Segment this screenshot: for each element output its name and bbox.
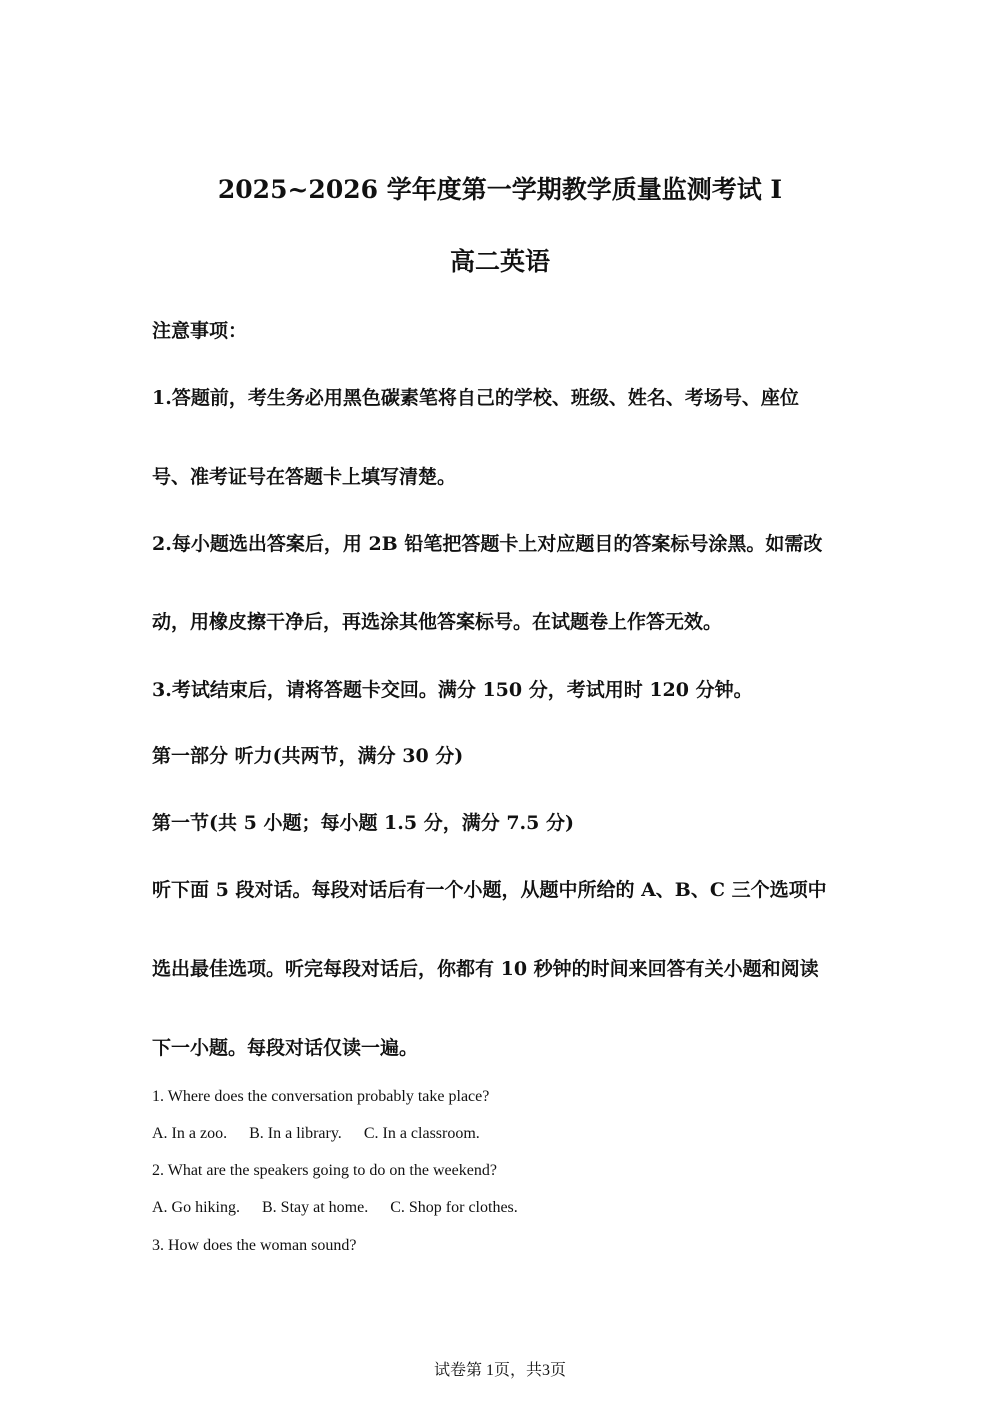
- option-a: A. In a zoo.: [152, 1125, 228, 1142]
- notice-line-1: 1.答题前，考生务必用黑色碳素笔将自己的学校、班级、姓名、考场号、座位: [152, 387, 799, 409]
- option-c: C. Shop for clothes.: [390, 1199, 518, 1216]
- instruction-line-1: 听下面 5 段对话。每段对话后有一个小题，从题中所给的 A、B、C 三个选项中: [152, 879, 827, 901]
- part1-heading: 第一部分 听力(共两节，满分 30 分): [152, 745, 464, 767]
- notice-line-2: 号、准考证号在答题卡上填写清楚。: [152, 466, 457, 488]
- subject-title: 高二英语: [449, 247, 550, 276]
- question-1: 1. Where does the conversation probably take place?: [152, 1088, 490, 1105]
- option-c: C. In a classroom.: [363, 1125, 480, 1142]
- section1-heading: 第一节(共 5 小题；每小题 1.5 分，满分 7.5 分): [152, 812, 574, 834]
- question-2: 2. What are the speakers going to do on the weekend?: [152, 1162, 497, 1179]
- notice-heading: 注意事项：: [152, 320, 248, 342]
- instruction-line-2: 选出最佳选项。听完每段对话后，你都有 10 秒钟的时间来回答有关小题和阅读: [152, 958, 819, 980]
- notice-line-4: 动，用橡皮擦干净后，再选涂其他答案标号。在试题卷上作答无效。: [152, 611, 723, 633]
- notice-line-3: 2.每小题选出答案后，用 2B 铅笔把答题卡上对应题目的答案标号涂黑。如需改: [152, 533, 823, 555]
- option-a: A. Go hiking.: [152, 1199, 240, 1216]
- page-footer: 试卷第 1页，共3页: [433, 1362, 566, 1379]
- question-3: 3. How does the woman sound?: [152, 1237, 357, 1254]
- instruction-line-3: 下一小题。每段对话仅读一遍。: [152, 1037, 419, 1059]
- option-b: B. In a library.: [249, 1125, 342, 1142]
- notice-line-5: 3.考试结束后，请将答题卡交回。满分 150 分，考试用时 120 分钟。: [152, 679, 753, 701]
- question-2-options: [152, 1199, 536, 1217]
- exam-title: 2025~2026 学年度第一学期教学质量监测考试 I: [217, 175, 783, 204]
- question-1-options: [152, 1125, 498, 1143]
- option-b: B. Stay at home.: [262, 1199, 369, 1216]
